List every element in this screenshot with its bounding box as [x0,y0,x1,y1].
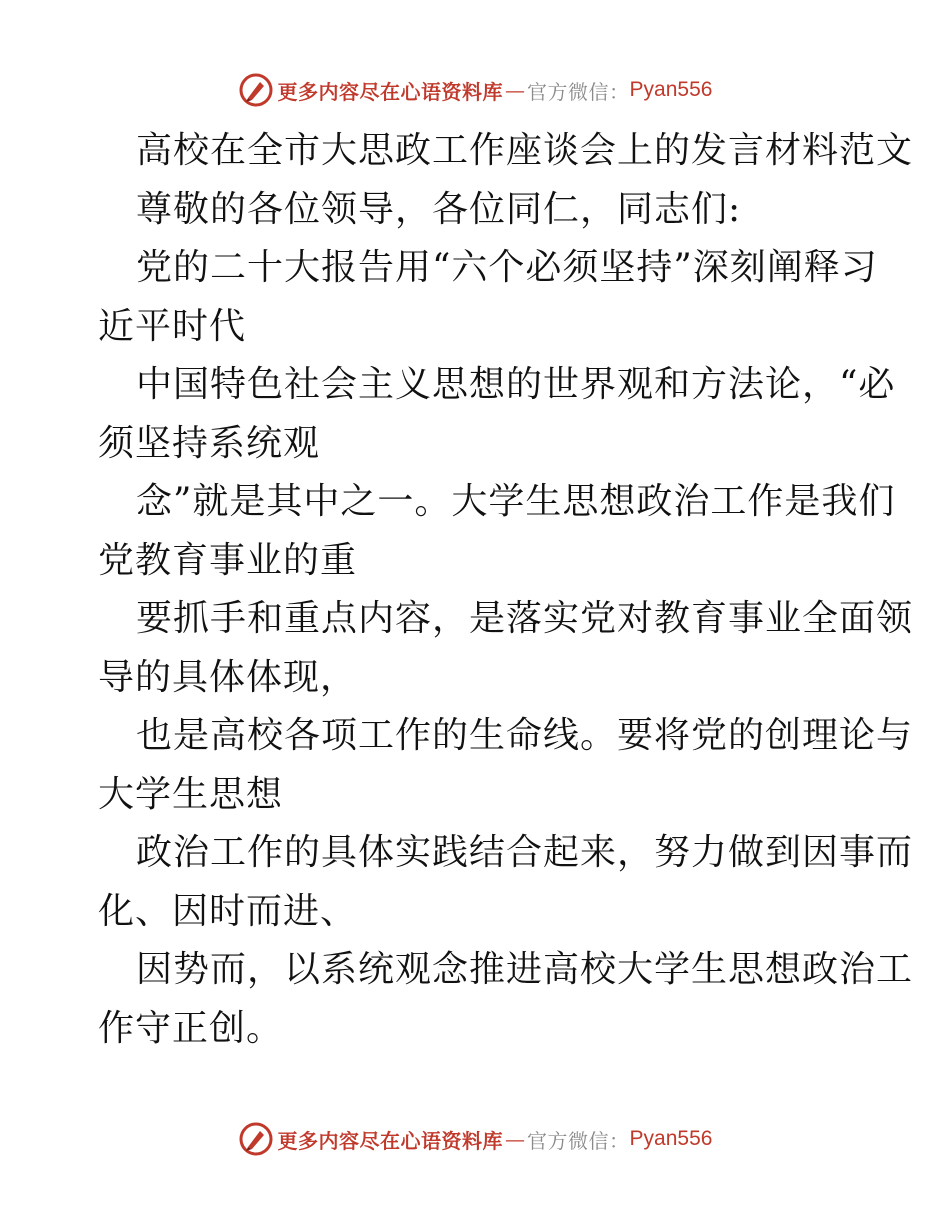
footer-dash: — [505,1127,526,1151]
header-site-text: 更多内容尽在心语资料库 [277,79,504,104]
footer-site-text: 更多内容尽在心语资料库 [277,1128,504,1153]
paragraph-line: 党教育事业的重 [98,539,358,581]
paragraph-line: 要抓手和重点内容，是落实党对教育事业全面领 [136,598,914,639]
pen-logo-icon [238,1121,274,1157]
paragraph-line: 化、因时而进、 [98,890,358,932]
paragraph-line: 党的二十大报告用“六个必须坚持”深刻阐释习 [136,247,878,288]
header-wechat-label: 官方微信： [527,79,630,104]
paragraph-line: 念”就是其中之一。大学生思想政治工作是我们 [136,481,896,522]
paragraph-line: 因势而，以系统观念推进高校大学生思想政治工 [136,949,914,990]
paragraph-line: 近平时代 [98,305,247,347]
header-banner [0,70,950,110]
footer-wechat-id: Pyan556 [629,1127,713,1150]
paragraph-line: 大学生思想 [98,773,284,815]
paragraph-line: 政治工作的具体实践结合起来，努力做到因事而 [136,832,914,873]
paragraph-line: 须坚持系统观 [98,422,321,464]
document-body [98,122,914,1058]
header-wechat-id: Pyan556 [629,78,713,101]
document-title: 高校在全市大思政工作座谈会上的发言材料范文 [136,130,914,171]
footer-wechat-label: 官方微信： [527,1128,630,1153]
pen-logo-icon [238,72,274,108]
paragraph-line: 导的具体体现， [98,656,358,698]
footer-banner [0,1119,950,1159]
paragraph-line: 作守正创。 [98,1007,284,1049]
header-dash: — [505,78,526,102]
salutation: 尊敬的各位领导，各位同仁，同志们: [136,188,742,230]
paragraph-line: 中国特色社会主义思想的世界观和方法论，“必 [136,364,896,405]
paragraph-line: 也是高校各项工作的生命线。要将党的创理论与 [136,715,914,756]
